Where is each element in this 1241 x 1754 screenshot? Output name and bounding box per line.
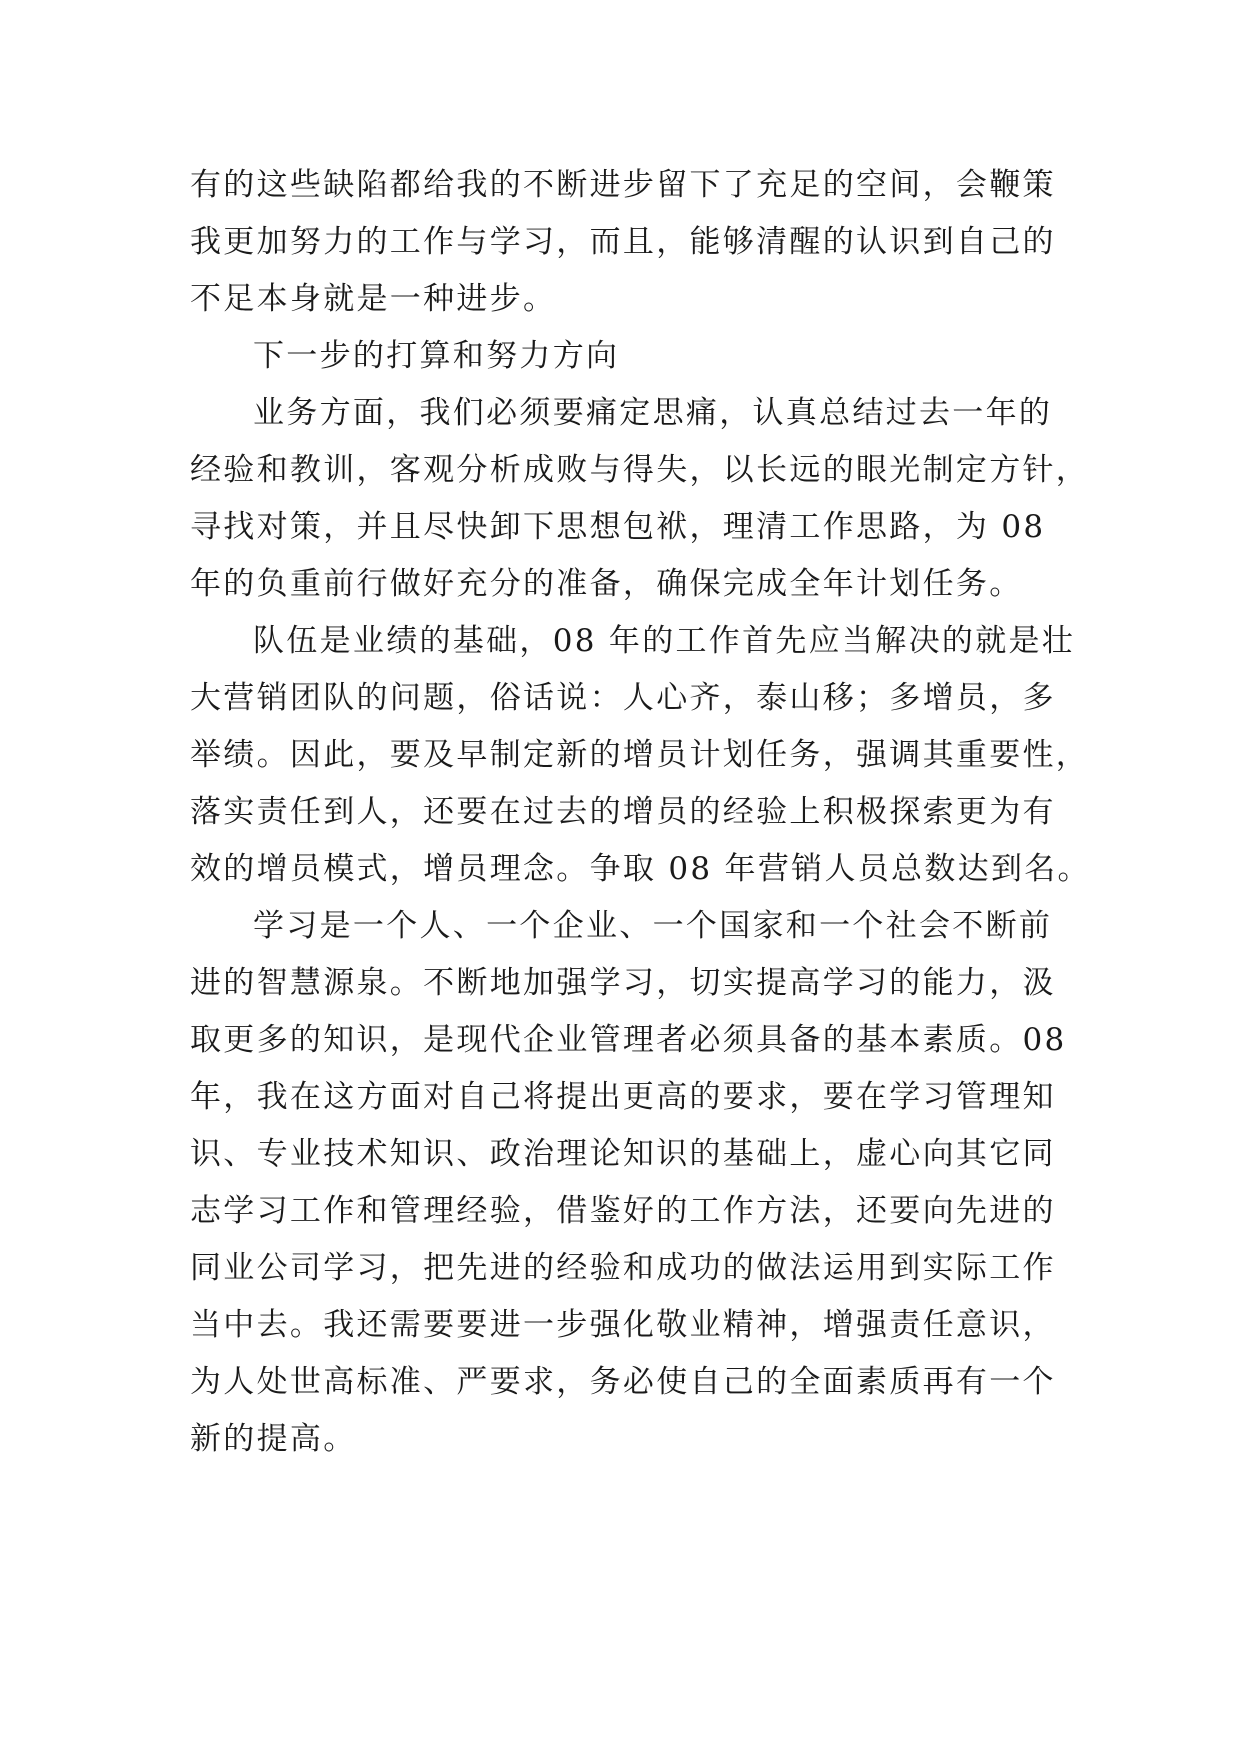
paragraph-line: 当中去。我还需要要进一步强化敬业精神，增强责任意识， bbox=[190, 1307, 1056, 1343]
paragraph-line: 取更多的知识，是现代企业管理者必须具备的基本素质。08 bbox=[190, 1022, 1067, 1058]
paragraph-line: 志学习工作和管理经验，借鉴好的工作方法，还要向先进的 bbox=[190, 1193, 1056, 1229]
paragraph-line: 不足本身就是一种进步。 bbox=[190, 281, 557, 317]
paragraph-line: 学习是一个人、一个企业、一个国家和一个社会不断前 bbox=[253, 908, 1053, 944]
paragraph-line: 经验和教训，客观分析成败与得失，以长远的眼光制定方针， bbox=[190, 452, 1090, 488]
paragraph-line: 大营销团队的问题，俗话说：人心齐，泰山移；多增员，多 bbox=[190, 680, 1056, 716]
paragraph-line: 年的负重前行做好充分的准备，确保完成全年计划任务。 bbox=[190, 566, 1023, 602]
paragraph-line: 有的这些缺陷都给我的不断进步留下了充足的空间，会鞭策 bbox=[190, 167, 1056, 203]
paragraph-line: 效的增员模式，增员理念。争取 08 年营销人员总数达到名。 bbox=[190, 851, 1091, 887]
paragraph-line: 我更加努力的工作与学习，而且，能够清醒的认识到自己的 bbox=[190, 224, 1056, 260]
paragraph-line: 新的提高。 bbox=[190, 1421, 357, 1457]
paragraph-line: 识、专业技术知识、政治理论知识的基础上，虚心向其它同 bbox=[190, 1136, 1056, 1172]
paragraph-line: 举绩。因此，要及早制定新的增员计划任务，强调其重要性， bbox=[190, 737, 1090, 773]
section-heading: 下一步的打算和努力方向 bbox=[253, 338, 620, 374]
paragraph-line: 业务方面，我们必须要痛定思痛，认真总结过去一年的 bbox=[253, 395, 1053, 431]
paragraph-line: 落实责任到人，还要在过去的增员的经验上积极探索更为有 bbox=[190, 794, 1056, 830]
paragraph-line: 寻找对策，并且尽快卸下思想包袱，理清工作思路，为 08 bbox=[190, 509, 1046, 545]
paragraph-line: 为人处世高标准、严要求，务必使自己的全面素质再有一个 bbox=[190, 1364, 1056, 1400]
paragraph-line: 年，我在这方面对自己将提出更高的要求，要在学习管理知 bbox=[190, 1079, 1056, 1115]
paragraph-line: 同业公司学习，把先进的经验和成功的做法运用到实际工作 bbox=[190, 1250, 1056, 1286]
paragraph-line: 队伍是业绩的基础，08 年的工作首先应当解决的就是壮 bbox=[253, 623, 1076, 659]
paragraph-line: 进的智慧源泉。不断地加强学习，切实提高学习的能力，汲 bbox=[190, 965, 1056, 1001]
